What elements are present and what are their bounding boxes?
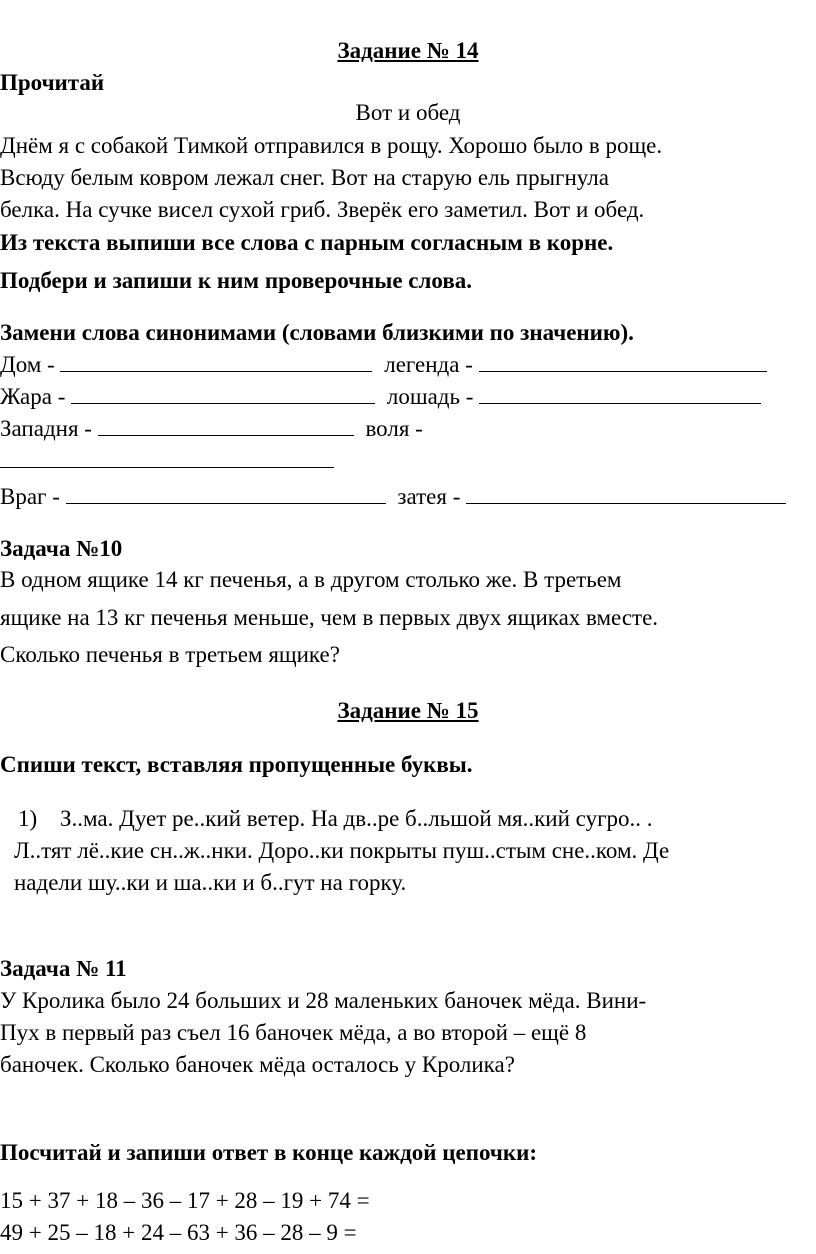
problem10-line-2: ящике на 13 кг печенья меньше, чем в первых двух ящиках вместе. [0,605,659,630]
task15-line-1: З..ма. Дует ре..кий ветер. На дв..ре б..льшой мя..кий сугро.. . [60,806,653,831]
story-title: Вот и обед [355,100,461,125]
synonym-dom-blank[interactable] [60,351,372,372]
synonym-row-4 [0,482,786,512]
synonym-row-3 [0,414,423,444]
synonym-row-2 [0,382,761,412]
synonym-legenda-label: легенда - [384,352,473,377]
problem11-line-1: У Кролика было 24 больших и 28 маленьких баночек мёда. Вини- [0,988,647,1013]
problem10-line-1: В одном ящике 14 кг печенья, а в другом столько же. В третьем [0,567,622,592]
story-line-3: белка. На сучке висел сухой гриб. Зверёк его заметил. Вот и обед. [0,197,645,222]
task15-line-3: надели шу..ки и ша..ки и б..гут на горку. [14,870,407,895]
problem11-line-2: Пух в первый раз съел 16 баночек мёда, а во второй – ещё 8 [0,1020,587,1045]
problem10-heading: Задача №10 [0,536,123,561]
task15-instruction: Спиши текст, вставляя пропущенные буквы. [0,752,473,777]
synonym-zapadnya-label: Западня - [0,416,92,441]
synonym-zateya-label: затея - [397,484,461,509]
synonym-loshad-blank[interactable] [479,383,761,404]
synonym-zhara-label: Жара - [0,384,66,409]
synonym-vrag-label: Враг - [0,484,60,509]
instruction-pairs: Из текста выпиши все слова с парным согласным в корне. [0,230,614,255]
chain-line-1: 15 + 37 + 18 – 36 – 17 + 28 – 19 + 74 = [0,1188,370,1213]
synonym-zateya-blank[interactable] [466,483,786,504]
synonym-zhara-blank[interactable] [71,383,375,404]
task15-heading: Задание № 15 [337,698,479,723]
synonym-vrag-blank[interactable] [66,483,386,504]
read-label: Прочитай [0,70,105,95]
synonym-dom-label: Дом - [0,352,55,377]
synonym-loshad-label: лошадь - [386,384,474,409]
synonym-legenda-blank[interactable] [479,351,767,372]
task14-heading: Задание № 14 [337,38,479,63]
synonym-row-1 [0,350,767,380]
task15-line-2: Л..тят лё..кие сн..ж..нки. Доро..ки покрыты пуш..стым сне..ком. Де [14,838,670,863]
problem11-heading: Задача № 11 [0,956,127,981]
chain-line-2: 49 + 25 – 18 + 24 – 63 + 36 – 28 – 9 = [0,1220,357,1245]
problem11-line-3: баночек. Сколько баночек мёда осталось у Кролика? [0,1052,515,1077]
story-line-2: Всюду белым ковром лежал снег. Вот на старую ель прыгнула [0,165,609,190]
task15-item-number: 1) [18,806,38,831]
story-line-1: Днём я с собакой Тимкой отправился в рощу. Хорошо было в роще. [0,133,663,158]
synonym-zapadnya-blank[interactable] [98,415,354,436]
synonyms-heading: Замени слова синонимами (словами близкими по значению). [0,320,634,345]
problem10-line-3: Сколько печенья в третьем ящике? [0,642,340,667]
synonym-volya-blank[interactable] [0,447,334,468]
synonym-volya-blank-row [0,446,334,476]
chains-heading: Посчитай и запиши ответ в конце каждой цепочки: [0,1140,538,1165]
synonym-volya-label: воля - [365,416,423,441]
instruction-check-words: Подбери и запиши к ним проверочные слова. [0,268,472,293]
